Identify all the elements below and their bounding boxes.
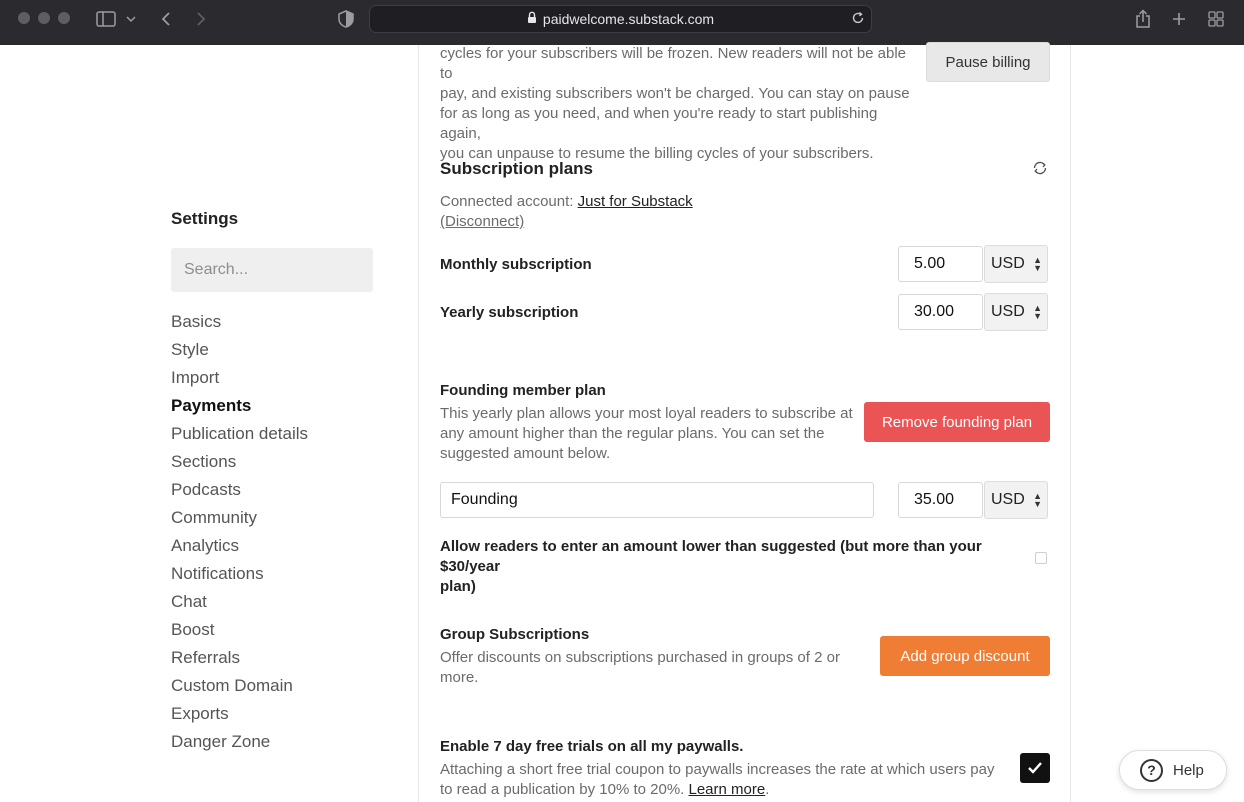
founding-text-line: any amount higher than the regular plans. You can set the [440, 425, 825, 442]
monthly-amount-input[interactable]: 5.00 [898, 246, 983, 282]
founding-plan-name-input[interactable]: Founding [440, 482, 874, 518]
minimize-window-button[interactable] [38, 12, 50, 24]
settings-title: Settings [171, 209, 239, 228]
group-subscriptions-title: Group Subscriptions [440, 626, 590, 643]
group-text-line: Offer discounts on subscriptions purchased in groups of 2 or [440, 649, 840, 666]
yearly-subscription-label: Yearly subscription [440, 304, 579, 321]
subscription-plans-title: Subscription plans [440, 159, 594, 178]
question-icon: ? [1140, 759, 1163, 782]
connected-account [440, 192, 840, 232]
founding-text-line: This yearly plan allows your most loyal readers to subscribe at [440, 405, 853, 422]
founding-plan-description [440, 404, 860, 464]
nav-item-referrals[interactable]: Referrals [171, 648, 240, 667]
group-subscriptions-description [440, 648, 860, 688]
yearly-currency-value: USD [991, 303, 1025, 320]
share-icon[interactable] [1133, 8, 1153, 30]
founding-plan-title: Founding member plan [440, 382, 606, 399]
founding-currency-value: USD [991, 491, 1025, 508]
url-text: paidwelcome.substack.com [542, 11, 715, 27]
back-icon[interactable] [157, 8, 175, 30]
free-trials-period: . [765, 781, 770, 798]
founding-amount-input[interactable]: 35.00 [898, 482, 983, 518]
lock-icon [527, 11, 537, 27]
nav-item-import[interactable]: Import [171, 368, 220, 387]
yearly-currency-select[interactable] [984, 293, 1048, 331]
nav-item-analytics[interactable]: Analytics [171, 536, 240, 555]
founding-currency-select[interactable] [984, 481, 1048, 519]
pause-description [440, 44, 920, 164]
help-button[interactable] [1119, 750, 1227, 790]
nav-item-danger-zone[interactable]: Danger Zone [171, 732, 271, 751]
monthly-currency-value: USD [991, 255, 1025, 272]
nav-item-style[interactable]: Style [171, 340, 209, 359]
allow-lower-amount-label [440, 537, 1020, 597]
zoom-window-button[interactable] [58, 12, 70, 24]
allow-lower-amount-checkbox[interactable] [1035, 552, 1047, 564]
nav-item-payments[interactable]: Payments [171, 396, 252, 415]
forward-icon[interactable] [192, 8, 210, 30]
new-tab-icon[interactable] [1170, 8, 1188, 30]
group-text-line: more. [440, 669, 479, 686]
remove-founding-plan-button[interactable]: Remove founding plan [864, 402, 1050, 442]
connected-account-link[interactable]: Just for Substack [577, 193, 693, 210]
address-bar[interactable] [369, 5, 872, 33]
select-arrows-icon: ▲ ▼ [1033, 491, 1042, 509]
pause-text-line: you can unpause to resume the billing cycles of your subscribers. [440, 145, 874, 162]
refresh-icon[interactable] [1031, 159, 1049, 182]
select-arrows-icon: ▲ ▼ [1033, 303, 1042, 321]
select-arrows-icon: ▲ ▼ [1033, 255, 1042, 273]
founding-text-line: suggested amount below. [440, 445, 611, 462]
settings-search-input[interactable] [171, 248, 373, 292]
learn-more-link[interactable]: Learn more [688, 781, 766, 798]
checkmark-icon [1027, 761, 1043, 775]
nav-item-notifications[interactable]: Notifications [171, 564, 264, 583]
monthly-currency-select[interactable] [984, 245, 1048, 283]
content-divider-left [418, 45, 419, 802]
connected-account-label: Connected account: [440, 193, 574, 210]
reload-icon[interactable] [851, 11, 865, 28]
content-divider-right [1070, 45, 1071, 802]
nav-item-community[interactable]: Community [171, 508, 257, 527]
free-trials-line [440, 780, 1000, 800]
monthly-subscription-label: Monthly subscription [440, 256, 592, 273]
settings-nav [171, 308, 308, 756]
yearly-amount-input[interactable]: 30.00 [898, 294, 983, 330]
free-trials-title: Enable 7 day free trials on all my paywalls. [440, 738, 744, 755]
browser-toolbar [0, 0, 1244, 45]
nav-item-basics[interactable]: Basics [171, 312, 222, 331]
nav-item-sections[interactable]: Sections [171, 452, 237, 471]
tab-overview-icon[interactable] [1207, 8, 1225, 30]
add-group-discount-button[interactable]: Add group discount [880, 636, 1050, 676]
free-trials-text: to read a publication by 10% to 20%. [440, 781, 689, 798]
free-trials-description [440, 760, 1000, 800]
privacy-shield-icon[interactable] [336, 8, 356, 30]
nav-item-exports[interactable]: Exports [171, 704, 229, 723]
pause-billing-button[interactable]: Pause billing [926, 42, 1050, 82]
nav-item-podcasts[interactable]: Podcasts [171, 480, 241, 499]
pause-text-line: pay, and existing subscribers won't be charged. You can stay on pause [440, 85, 910, 102]
nav-item-boost[interactable]: Boost [171, 620, 215, 639]
nav-item-publication-details[interactable]: Publication details [171, 424, 309, 443]
chevron-down-icon[interactable] [124, 8, 138, 30]
close-window-button[interactable] [18, 12, 30, 24]
free-trials-checkbox[interactable] [1020, 753, 1050, 783]
allow-lower-line: Allow readers to enter an amount lower than suggested (but more than your $30/year [440, 538, 982, 575]
sidebar-toggle-icon[interactable] [95, 8, 117, 30]
pause-text-line: for as long as you need, and when you're ready to start publishing again, [440, 105, 878, 142]
free-trials-line: Attaching a short free trial coupon to paywalls increases the rate at which users pay [440, 761, 995, 778]
nav-item-custom-domain[interactable]: Custom Domain [171, 676, 293, 695]
pause-text-line: cycles for your subscribers will be frozen. New readers will not be able to [440, 45, 907, 82]
allow-lower-line: plan) [440, 578, 476, 595]
help-label: Help [1173, 761, 1204, 779]
disconnect-link[interactable]: (Disconnect) [440, 213, 525, 230]
nav-item-chat[interactable]: Chat [171, 592, 207, 611]
